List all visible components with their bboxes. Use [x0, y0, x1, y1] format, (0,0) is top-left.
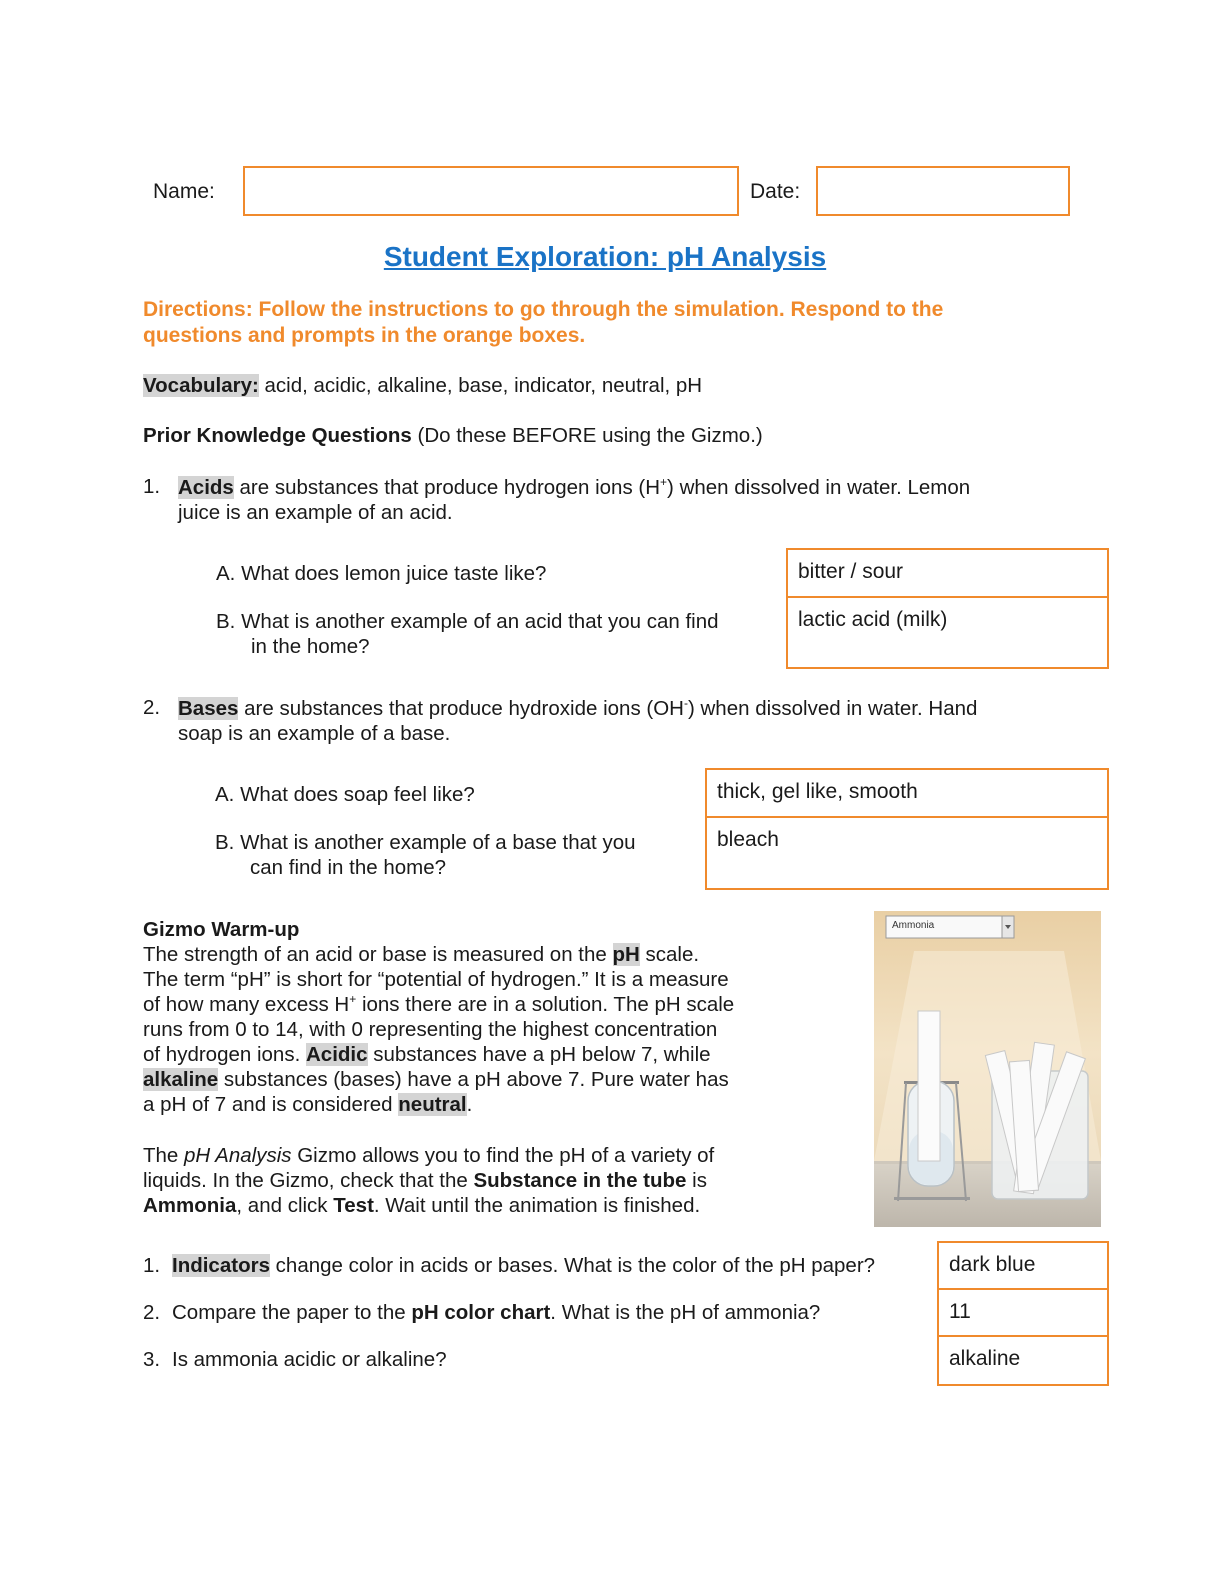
alkaline-term: alkaline — [143, 1068, 219, 1091]
prior-knowledge-note: (Do these BEFORE using the Gizmo.) — [411, 424, 763, 447]
gizmo-screenshot — [874, 911, 1101, 1227]
wq3-answer[interactable]: alkaline — [949, 1347, 1021, 1370]
gizmo-illustration — [874, 911, 1101, 1227]
warmup-heading: Gizmo Warm-up — [143, 918, 300, 941]
ph-term: pH — [612, 943, 640, 966]
vocabulary — [143, 374, 702, 398]
q2-b-prompt-line-2: can find in the home? — [250, 856, 447, 879]
q2-text-b: ) when dissolved in water. Hand — [687, 697, 978, 720]
q2-b-prompt — [215, 830, 636, 880]
q2-line-2: soap is an example of a base. — [178, 722, 451, 745]
directions-line-2: questions and prompts in the orange boxes. — [143, 324, 586, 347]
q1-sup: + — [660, 475, 668, 490]
indicators-term: Indicators — [172, 1254, 270, 1277]
acidic-term: Acidic — [305, 1043, 368, 1066]
wq2-text — [172, 1301, 820, 1325]
substance-dropdown[interactable]: Ammonia — [892, 920, 935, 931]
warmup-p1-l3b: ions there are in a solution. The pH scale — [356, 993, 735, 1016]
q1-text — [178, 475, 970, 525]
substance-in-tube-term: Substance in the tube — [473, 1169, 687, 1192]
q1-number: 1. — [143, 475, 161, 498]
wq3-number: 3. — [143, 1348, 161, 1371]
wq2-number: 2. — [143, 1301, 161, 1324]
date-input[interactable] — [816, 166, 1070, 216]
warmup-p2-l2c: is — [686, 1169, 707, 1192]
q1-b-answer[interactable]: lactic acid (milk) — [798, 608, 948, 631]
warmup-p1-l3a: of how many excess H — [143, 993, 350, 1016]
q1-a-prompt: A. What does lemon juice taste like? — [216, 562, 547, 585]
warmup-p1-l1b: scale. — [639, 943, 700, 966]
q1-b-prompt-line-2: in the home? — [251, 635, 370, 658]
q1-b-prompt-line-1: B. What is another example of an acid that you can find — [216, 610, 719, 633]
directions-line-1: Directions: Follow the instructions to go through the simulation. Respond to the — [143, 298, 944, 321]
warmup-paragraph-2 — [143, 1143, 714, 1218]
directions — [143, 297, 943, 349]
q2-text — [178, 696, 977, 746]
ph-color-chart-term: pH color chart — [411, 1301, 551, 1324]
q1-text-a: are substances that produce hydrogen ions (H — [233, 476, 661, 499]
gizmo-name: pH Analysis — [184, 1144, 292, 1167]
page-title: Student Exploration: pH Analysis — [383, 241, 827, 272]
q1-term: Acids — [178, 476, 234, 499]
q2-b-answer[interactable]: bleach — [717, 828, 779, 851]
vocabulary-terms: acid, acidic, alkaline, base, indicator, neutral, pH — [258, 374, 703, 397]
name-label: Name: — [153, 180, 215, 203]
q1-answer-box — [786, 548, 1109, 669]
q1-a-answer[interactable]: bitter / sour — [788, 550, 1107, 598]
warmup-p2-l1b: Gizmo allows you to find the pH of a variety of — [291, 1144, 715, 1167]
q2-answer-box — [705, 768, 1109, 890]
warmup-p1-l4: runs from 0 to 14, with 0 representing the highest concentration — [143, 1018, 718, 1041]
wq1-text — [172, 1254, 875, 1278]
q1-line-2: juice is an example of an acid. — [178, 501, 453, 524]
date-label: Date: — [750, 180, 801, 203]
q1-b-prompt — [216, 609, 719, 659]
prior-knowledge-heading — [143, 424, 763, 448]
q2-sup: - — [683, 696, 688, 711]
warmup-p1-l7a: a pH of 7 and is considered — [143, 1093, 399, 1116]
warmup-p1-l6b: substances (bases) have a pH above 7. Pure water has — [218, 1068, 729, 1091]
q2-b-prompt-line-1: B. What is another example of a base that you — [215, 831, 636, 854]
prior-knowledge-title: Prior Knowledge Questions — [143, 424, 412, 447]
warmup-p2-l2a: liquids. In the Gizmo, check that the — [143, 1169, 474, 1192]
q1-text-b: ) when dissolved in water. Lemon — [667, 476, 971, 499]
warmup-paragraph-1 — [143, 942, 734, 1117]
warmup-p1-sup: + — [349, 992, 357, 1007]
warmup-p1-l5b: substances have a pH below 7, while — [367, 1043, 711, 1066]
q2-text-a: are substances that produce hydroxide ions (OH — [238, 697, 684, 720]
wq2-post: . What is the pH of ammonia? — [550, 1301, 821, 1324]
wq3-text: Is ammonia acidic or alkaline? — [172, 1348, 447, 1371]
wq1-post: change color in acids or bases. What is the color of the pH paper? — [269, 1254, 876, 1277]
wq2-pre: Compare the paper to the — [172, 1301, 412, 1324]
wq1-number: 1. — [143, 1254, 161, 1277]
warmup-answer-box — [937, 1241, 1109, 1386]
warmup-p1-l5a: of hydrogen ions. — [143, 1043, 306, 1066]
warmup-p2-l3b: . Wait until the animation is finished. — [373, 1194, 701, 1217]
warmup-p2-l1a: The — [143, 1144, 185, 1167]
q2-number: 2. — [143, 696, 161, 719]
wq1-answer[interactable]: dark blue — [939, 1243, 1107, 1290]
q2-term: Bases — [178, 697, 239, 720]
warmup-p1-l1a: The strength of an acid or base is measured on the — [143, 943, 613, 966]
neutral-term: neutral — [398, 1093, 467, 1116]
vocabulary-label: Vocabulary: — [143, 374, 259, 397]
warmup-p1-l7b: . — [466, 1093, 473, 1116]
q2-a-answer[interactable]: thick, gel like, smooth — [707, 770, 1107, 818]
warmup-p2-l3a: , and click — [236, 1194, 334, 1217]
test-term: Test — [333, 1194, 374, 1217]
name-input[interactable] — [243, 166, 739, 216]
q2-a-prompt: A. What does soap feel like? — [215, 783, 475, 806]
warmup-p1-l2: The term “pH” is short for “potential of hydrogen.” It is a measure — [143, 968, 729, 991]
wq2-answer[interactable]: 11 — [939, 1290, 1107, 1337]
ammonia-term: Ammonia — [143, 1194, 237, 1217]
